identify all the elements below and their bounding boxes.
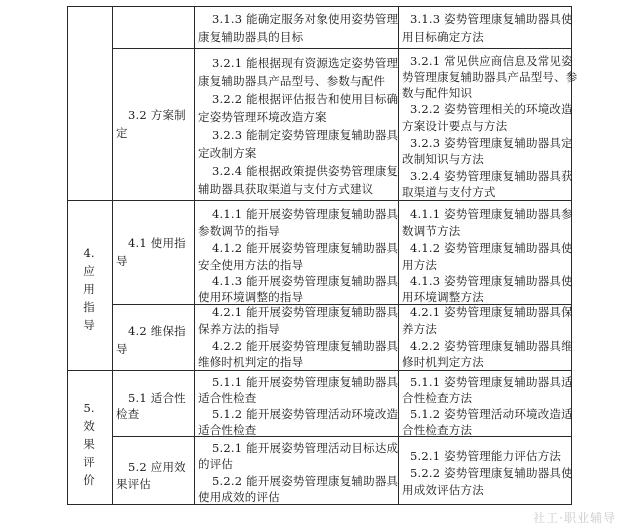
skill-line: 维修时机判定的指导	[198, 355, 304, 369]
skill-line: 康复辅助器具产品型号、参数与配件	[198, 74, 386, 88]
knowledge-line: 合性检查方法	[402, 391, 473, 405]
knowledge-line: 用环境调整方法	[402, 290, 484, 304]
skill-line: 3.1.3 能确定服务对象使用姿势管理	[212, 12, 399, 26]
skill-line: 参数调节的指导	[198, 224, 280, 238]
knowledge-line: 数调节方法	[402, 224, 461, 238]
skill-line: 定改制方案	[198, 146, 257, 160]
rule-top	[67, 6, 572, 7]
skill-line: 4.1.2 能开展姿势管理康复辅助器具	[212, 241, 399, 255]
section-header-char: 效	[83, 419, 95, 433]
knowledge-line: 5.2.1 姿势管理能力评估方法	[410, 449, 562, 463]
skill-line: 使用成效的评估	[198, 490, 280, 504]
knowledge-line: 数与配件知识	[402, 86, 473, 100]
skill-line: 3.2.2 能根据评估报告和使用目标确	[212, 92, 399, 106]
knowledge-line: 用方法	[402, 258, 438, 272]
skill-line: 保养方法的指导	[198, 322, 280, 336]
section-header-char: 评	[83, 455, 95, 469]
knowledge-line: 3.1.3 姿势管理康复辅助器具使	[410, 12, 573, 26]
subheader-line: 导	[116, 254, 128, 268]
knowledge-line: 合性检查方法	[402, 423, 473, 437]
knowledge-line: 用目标确定方法	[402, 30, 484, 44]
skill-line: 使用环境调整的指导	[198, 290, 304, 304]
skill-line: 5.1.1 能开展姿势管理康复辅助器具	[212, 375, 399, 389]
knowledge-line: 3.2.4 姿势管理康复辅助器具获	[410, 169, 573, 183]
knowledge-line: 4.1.1 姿势管理康复辅助器具参	[410, 207, 573, 221]
knowledge-line: 4.2.1 姿势管理康复辅助器具保	[410, 305, 573, 319]
rule-bottom	[67, 504, 572, 505]
knowledge-line: 养方法	[402, 322, 438, 336]
knowledge-line: 修时机判定方法	[402, 355, 484, 369]
skill-line: 3.2.3 能制定姿势管理康复辅助器具	[212, 128, 399, 142]
knowledge-line: 方案设计要点与方法	[402, 119, 508, 133]
subheader-line: 检查	[116, 407, 140, 421]
rule-section-4-bottom	[67, 370, 572, 371]
section-header-char: 导	[83, 318, 95, 332]
skill-line: 5.2.1 能开展姿势管理活动目标达成	[212, 441, 399, 455]
knowledge-line: 4.1.3 姿势管理康复辅助器具使	[410, 274, 573, 288]
subheader-line: 定	[116, 126, 128, 140]
knowledge-line: 5.2.2 姿势管理康复辅助器具使	[410, 466, 573, 480]
section-header-char: 4.	[83, 246, 95, 260]
knowledge-line: 势管理康复辅助器具产品型号、参	[402, 70, 578, 84]
skill-line: 4.1.3 能开展姿势管理康复辅助器具	[212, 274, 399, 288]
knowledge-line: 5.1.2 姿势管理活动环境改造适	[410, 407, 573, 421]
skill-line: 适合性检查	[198, 423, 257, 437]
skill-line: 4.2.1 能开展姿势管理康复辅助器具	[212, 305, 399, 319]
skill-line: 5.1.2 能开展姿势管理活动环境改造	[212, 407, 399, 421]
knowledge-line: 取渠道与支付方式	[402, 185, 496, 199]
knowledge-line: 3.2.1 常见供应商信息及常见姿	[410, 54, 573, 68]
knowledge-line: 5.1.1 姿势管理康复辅助器具适	[410, 375, 573, 389]
subheader-line: 4.1 使用指	[128, 236, 186, 250]
skill-line: 定姿势管理环境改造方案	[198, 110, 327, 124]
knowledge-line: 3.2.3 姿势管理康复辅助器具定	[410, 136, 573, 150]
knowledge-line: 改制知识与方法	[402, 152, 484, 166]
subheader-line: 5.1 适合性	[128, 391, 186, 405]
section-header-char: 指	[83, 300, 95, 314]
skill-line: 4.2.2 能开展姿势管理康复辅助器具	[212, 339, 399, 353]
rule-col-3	[194, 6, 195, 505]
section-header-char: 用	[83, 282, 95, 296]
subheader-line: 5.2 应用效	[128, 460, 186, 474]
knowledge-line: 4.2.2 姿势管理康复辅助器具维	[410, 339, 573, 353]
subheader-line: 导	[116, 342, 128, 356]
skill-line: 辅助器具获取渠道与支付方式建议	[198, 182, 374, 196]
subheader-line: 4.2 维保指	[128, 324, 186, 338]
section-header-char: 价	[83, 473, 95, 487]
skill-line: 3.2.1 能根据现有资源选定姿势管理	[212, 56, 399, 70]
skill-line: 5.2.2 能开展姿势管理康复辅助器具	[212, 474, 399, 488]
knowledge-line: 4.1.2 姿势管理康复辅助器具使	[410, 241, 573, 255]
skill-line: 的评估	[198, 457, 234, 471]
skill-line: 康复辅助器具的目标	[198, 30, 304, 44]
knowledge-line: 3.2.2 姿势管理相关的环境改造	[410, 102, 573, 116]
skill-line: 4.1.1 能开展姿势管理康复辅助器具	[212, 207, 399, 221]
skill-line: 3.2.4 能根据政策提供姿势管理康复	[212, 164, 399, 178]
subheader-line: 3.2 方案制	[128, 108, 186, 122]
section-header-char: 5.	[83, 401, 95, 415]
rule-row-3-1-3-bottom	[112, 48, 572, 49]
rule-left	[67, 6, 68, 505]
section-header-char: 果	[83, 437, 95, 451]
skill-line: 适合性检查	[198, 391, 257, 405]
skill-line: 安全使用方法的指导	[198, 258, 304, 272]
subheader-line: 果评估	[116, 477, 152, 491]
rule-row-5-1-bottom	[112, 436, 572, 437]
section-header-char: 应	[83, 264, 95, 278]
rule-section-3-bottom	[67, 200, 572, 201]
rule-col-2	[112, 6, 113, 505]
watermark: 社工·职业辅导	[533, 511, 616, 525]
knowledge-line: 用成效评估方法	[402, 483, 484, 497]
